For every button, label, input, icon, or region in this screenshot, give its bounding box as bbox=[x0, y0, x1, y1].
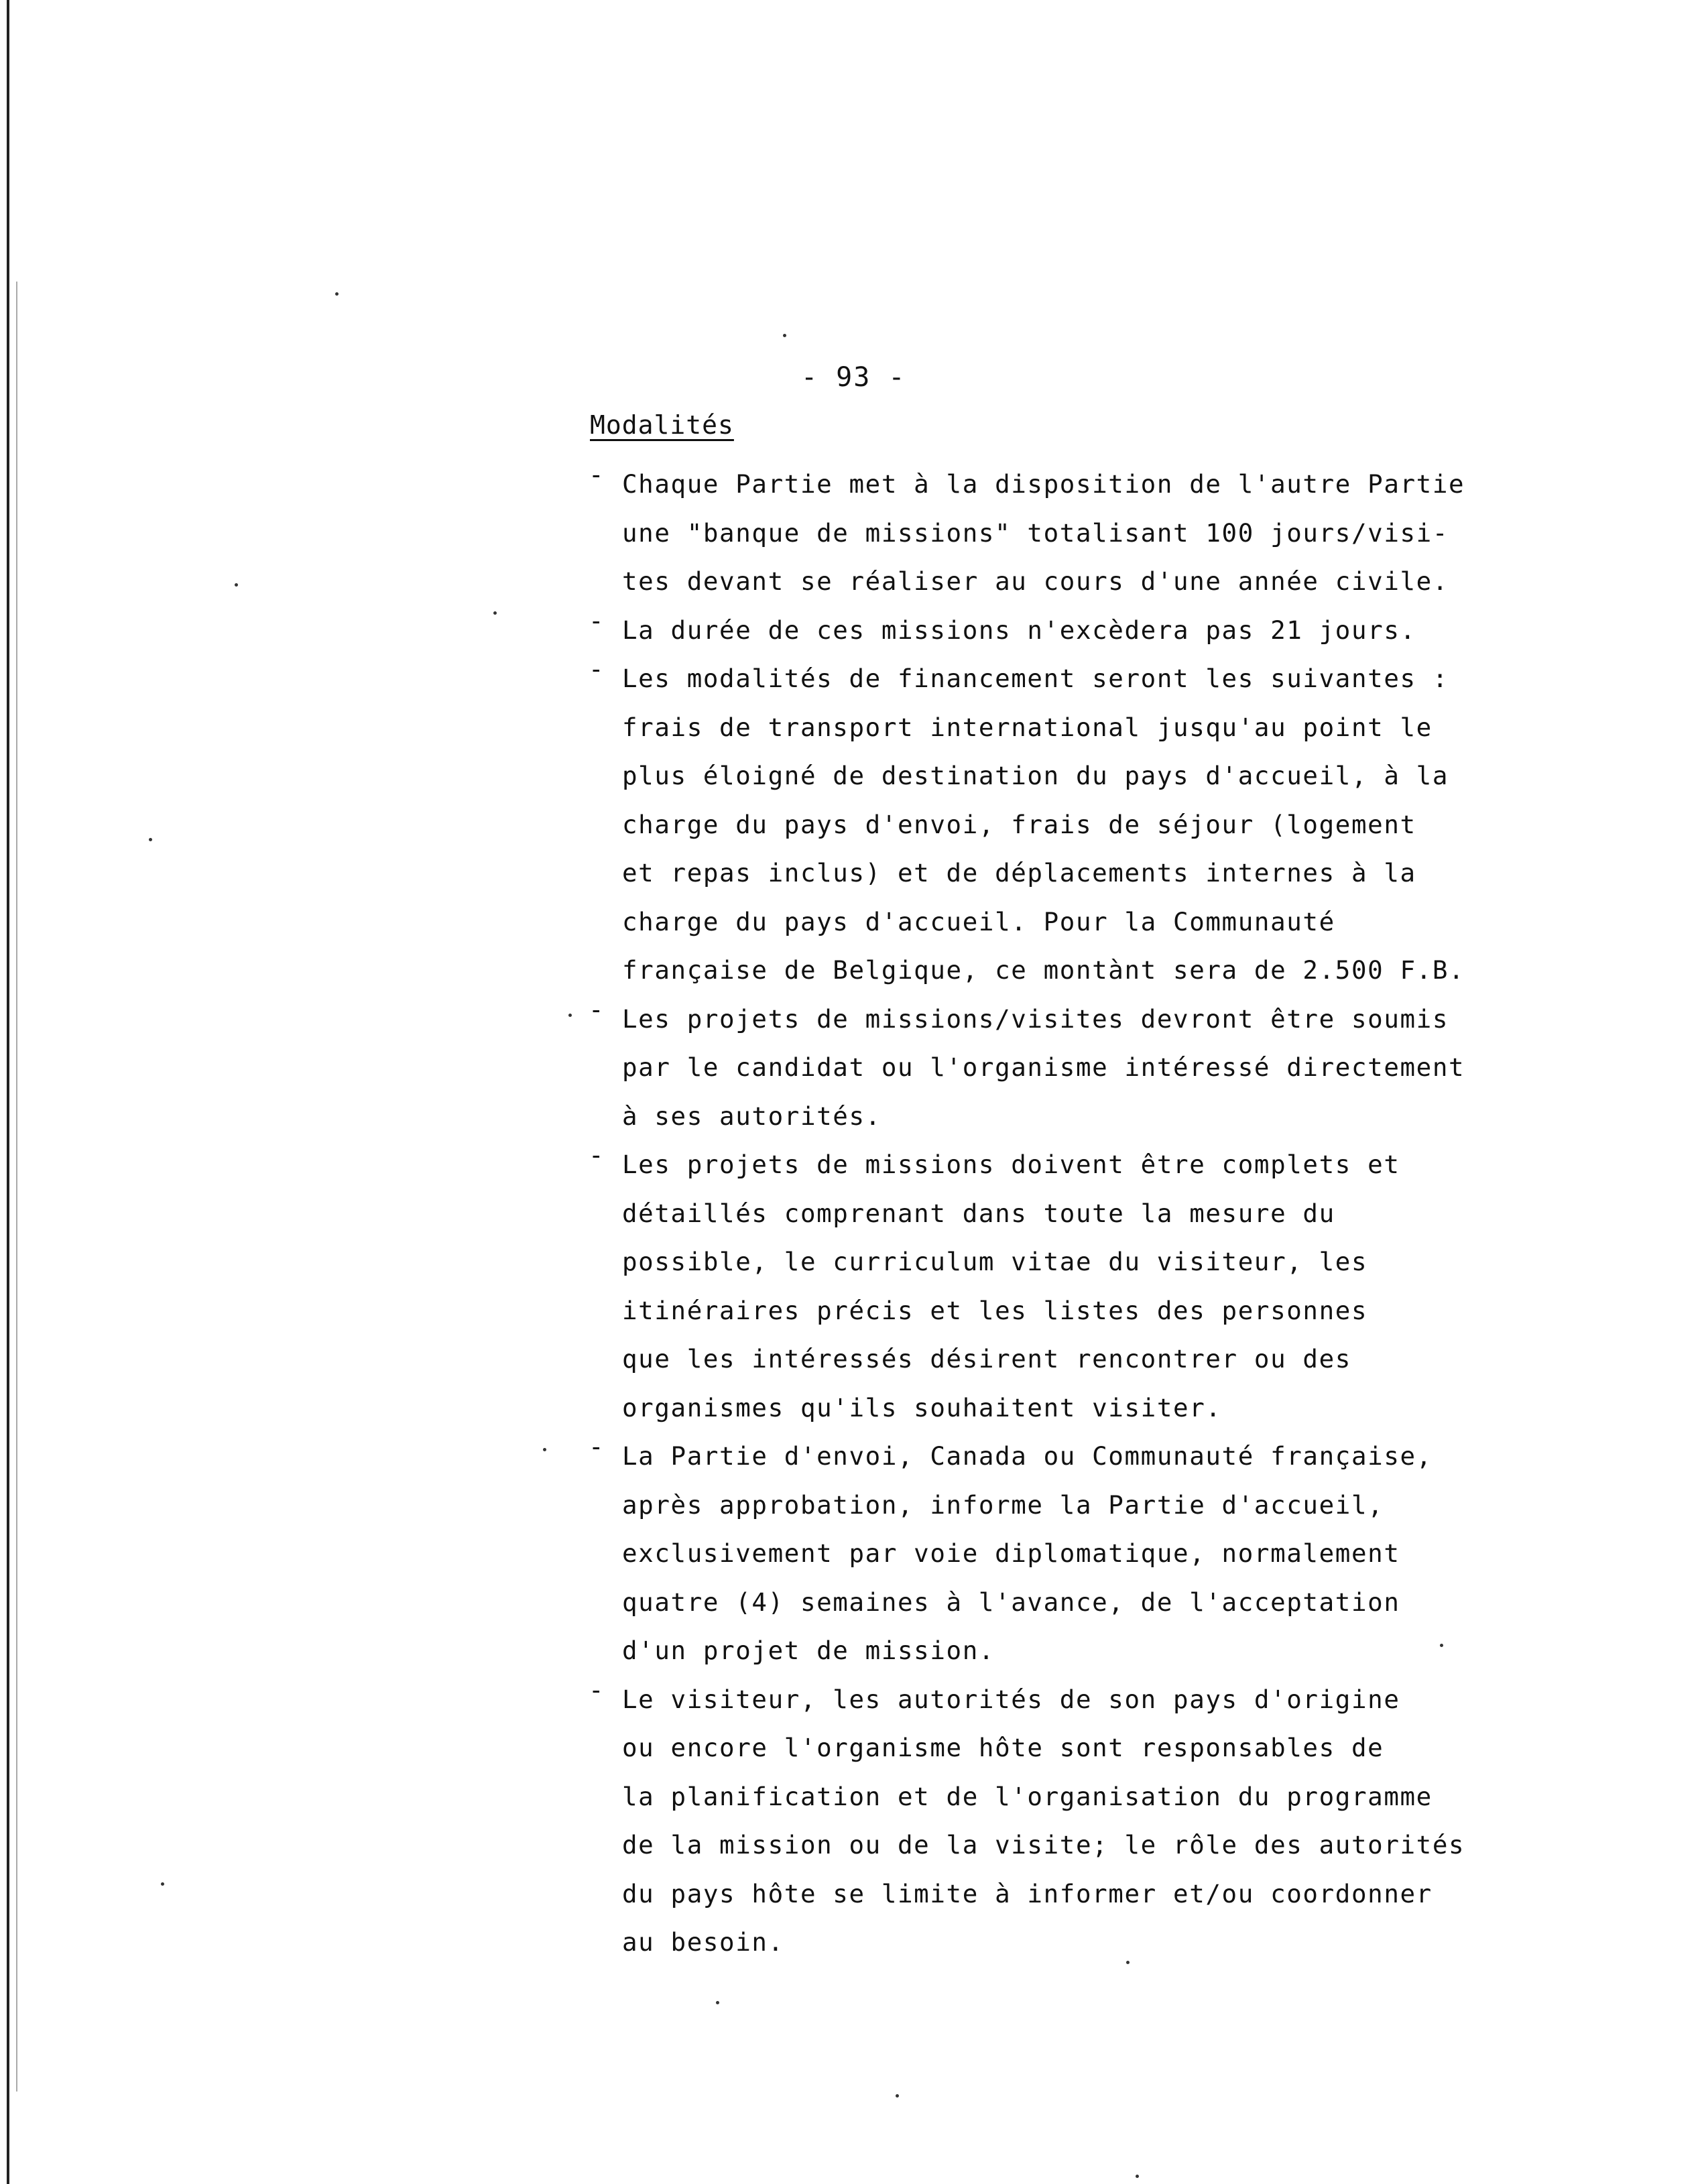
list-item-text-line: quatre (4) semaines à l'avance, de l'acceptation bbox=[622, 1587, 1400, 1617]
list-item bbox=[589, 995, 1487, 1141]
list-item bbox=[589, 460, 1487, 606]
list-item-text-line: après approbation, informe la Partie d'accueil, bbox=[622, 1490, 1384, 1520]
list-item-text-line: charge du pays d'accueil. Pour la Communauté bbox=[622, 906, 1335, 936]
list-item-text-line: la planification et de l'organisation du programme bbox=[622, 1781, 1433, 1811]
list-item-text-line: à ses autorités. bbox=[622, 1101, 881, 1131]
list-item-text-line: Le visiteur, les autorités de son pays d'origine bbox=[622, 1684, 1400, 1714]
scan-speck bbox=[568, 1014, 572, 1017]
list-item-text-line: et repas inclus) et de déplacements internes à la bbox=[622, 858, 1416, 888]
scan-speck bbox=[1136, 2175, 1139, 2178]
scan-speck bbox=[543, 1448, 546, 1451]
list-item-text-line: possible, le curriculum vitae du visiteur, les bbox=[622, 1247, 1368, 1276]
bullet-dash: - bbox=[589, 654, 605, 684]
list-item-text-line: Les modalités de financement seront les suivantes : bbox=[622, 664, 1449, 693]
list-item-text-line: détaillés comprenant dans toute la mesure du bbox=[622, 1198, 1335, 1228]
list-item-text-line: française de Belgique, ce montànt sera de 2.500 F.B. bbox=[622, 955, 1465, 985]
binding-edge-line bbox=[7, 0, 9, 2184]
list-item-text-line: organismes qu'ils souhaitent visiter. bbox=[622, 1392, 1222, 1422]
list-item bbox=[589, 1432, 1487, 1675]
scan-speck bbox=[1440, 1644, 1443, 1647]
list-item-text-line: ou encore l'organisme hôte sont responsables de bbox=[622, 1733, 1384, 1762]
section-heading: Modalités bbox=[590, 410, 734, 440]
list-item bbox=[589, 1140, 1487, 1432]
list-item bbox=[589, 606, 1487, 655]
list-item-text-line: au besoin. bbox=[622, 1927, 784, 1957]
list-item-text-line: que les intéressés désirent rencontrer ou des bbox=[622, 1344, 1351, 1374]
list-item-text-line: du pays hôte se limite à informer et/ou coordonner bbox=[622, 1878, 1433, 1908]
scan-speck bbox=[896, 2094, 899, 2098]
scan-speck bbox=[235, 583, 238, 587]
list-item bbox=[589, 654, 1487, 995]
bullet-dash: - bbox=[589, 1675, 605, 1705]
scan-speck bbox=[149, 838, 152, 841]
list-item-text-line: d'un projet de mission. bbox=[622, 1636, 995, 1665]
bullet-dash: - bbox=[589, 994, 605, 1024]
scan-speck bbox=[1126, 1961, 1130, 1964]
scan-speck bbox=[161, 1882, 164, 1886]
scan-speck bbox=[493, 611, 497, 615]
scan-speck bbox=[335, 292, 339, 296]
list-item-text-line: Les projets de missions/visites devront être soumis bbox=[622, 1004, 1449, 1034]
bullet-dash: - bbox=[589, 605, 605, 635]
list-item-text-line: Chaque Partie met à la disposition de l'autre Partie bbox=[622, 469, 1465, 499]
bullet-dash: - bbox=[589, 1140, 605, 1170]
list-item-text-line: charge du pays d'envoi, frais de séjour (logement bbox=[622, 809, 1416, 839]
scan-speck bbox=[716, 2001, 719, 2004]
list-item-text-line: plus éloigné de destination du pays d'accueil, à la bbox=[622, 761, 1449, 790]
list-item-text-line: frais de transport international jusqu'au point le bbox=[622, 712, 1433, 742]
list-item-text-line: exclusivement par voie diplomatique, normalement bbox=[622, 1538, 1400, 1568]
list-item-text-line: La Partie d'envoi, Canada ou Communauté française, bbox=[622, 1441, 1433, 1471]
bullet-list bbox=[589, 460, 1487, 1967]
bullet-dash: - bbox=[589, 1432, 605, 1461]
list-item-text-line: La durée de ces missions n'excèdera pas 21 jours. bbox=[622, 615, 1416, 645]
page-number: - 93 - bbox=[801, 362, 906, 393]
list-item-text-line: de la mission ou de la visite; le rôle des autorités bbox=[622, 1830, 1465, 1860]
scan-speck bbox=[783, 334, 786, 337]
list-item-text-line: Les projets de missions doivent être complets et bbox=[622, 1150, 1400, 1179]
list-item-text-line: une "banque de missions" totalisant 100 jours/visi- bbox=[622, 518, 1449, 548]
list-item-text-line: par le candidat ou l'organisme intéressé directement bbox=[622, 1052, 1465, 1082]
list-item bbox=[589, 1675, 1487, 1967]
binding-edge-shadow bbox=[16, 282, 17, 2091]
bullet-dash: - bbox=[589, 460, 605, 489]
list-item-text-line: itinéraires précis et les listes des personnes bbox=[622, 1295, 1368, 1325]
list-item-text-line: tes devant se réaliser au cours d'une année civile. bbox=[622, 566, 1449, 596]
